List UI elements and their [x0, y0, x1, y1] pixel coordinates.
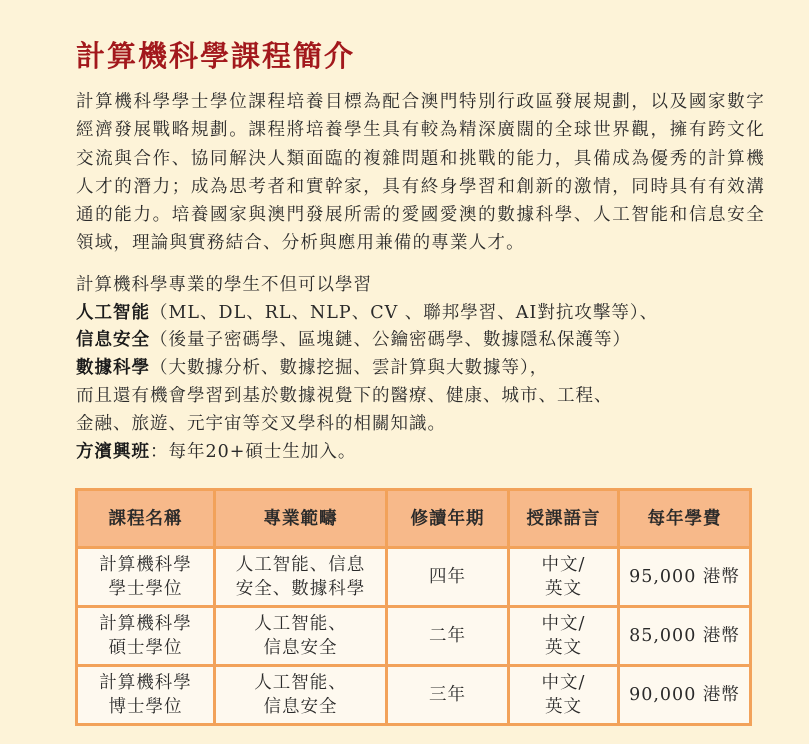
study-item-text: （大數據分析、數據挖掘、雲計算與大數據等）， [150, 358, 549, 379]
table-header-row [77, 490, 751, 548]
table-row [77, 548, 751, 607]
cell-language: 中文/ 英文 [509, 666, 619, 725]
cell-fee: 90,000 港幣 [619, 666, 751, 725]
study-item-ai [76, 300, 765, 328]
course-table-wrap [75, 488, 749, 726]
cell-language: 中文/ 英文 [509, 607, 619, 666]
header-scope: 專業範疇 [215, 490, 387, 548]
cell-fee: 85,000 港幣 [619, 607, 751, 666]
study-section [76, 272, 765, 467]
cell-scope: 人工智能、 信息安全 [215, 666, 387, 725]
cell-duration: 四年 [387, 548, 509, 607]
study-item-text: （後量子密碼學、區塊鏈、公鑰密碼學、數據隱私保護等） [150, 330, 631, 351]
course-table [75, 488, 752, 726]
header-course-name: 課程名稱 [77, 490, 215, 548]
study-item-data-science [76, 355, 765, 383]
study-lead: 計算機科學專業的學生不但可以學習 [76, 274, 372, 295]
study-item-security [76, 327, 765, 355]
study-tail-1: 而且還有機會學習到基於數據視覺下的醫療、健康、城市、工程、 [76, 385, 613, 406]
study-item-text: （ML、DL、RL、NLP、CV 、聯邦學習、AI對抗攻擊等）、 [150, 302, 659, 323]
cell-language: 中文/ 英文 [509, 548, 619, 607]
header-language: 授課語言 [509, 490, 619, 548]
class-label: 方濱興班 [76, 441, 150, 462]
intro-paragraph: 計算機科學學士學位課程培養目標為配合澳門特別行政區發展規劃，以及國家數字經濟發展戰略規劃。課程將培養學生具有較為精深廣闊的全球世界觀，擁有跨文化交流與合作、協同解決人類面臨的複雜問題和挑戰的能力，具備成為優秀的計算機人才的潛力；成為思考者和實幹家，具有終身學習和創新的激情，同時具有有效溝通的能力。培養國家與澳門發展所需的愛國愛澳的數據科學、人工智能和信息安全領域，理論與實務結合、分析與應用兼備的專業人才。 [76, 92, 765, 254]
header-duration: 修讀年期 [387, 490, 509, 548]
study-item-label: 人工智能 [76, 302, 150, 323]
cell-course-name: 計算機科學 學士學位 [77, 548, 215, 607]
cell-duration: 二年 [387, 607, 509, 666]
class-note [76, 439, 765, 467]
class-text: ：每年20+碩士生加入。 [150, 441, 357, 462]
header-fee: 每年學費 [619, 490, 751, 548]
cell-course-name: 計算機科學 碩士學位 [77, 607, 215, 666]
cell-scope: 人工智能、信息 安全、數據科學 [215, 548, 387, 607]
cell-course-name: 計算機科學 博士學位 [77, 666, 215, 725]
study-tail-2: 金融、旅遊、元宇宙等交叉學科的相關知識。 [76, 413, 446, 434]
cell-scope: 人工智能、 信息安全 [215, 607, 387, 666]
cell-fee: 95,000 港幣 [619, 548, 751, 607]
table-row [77, 607, 751, 666]
study-item-label: 數據科學 [76, 358, 150, 379]
table-row [77, 666, 751, 725]
study-item-label: 信息安全 [76, 330, 150, 351]
cell-duration: 三年 [387, 666, 509, 725]
page-title: 計算機科學課程簡介 [76, 39, 356, 73]
